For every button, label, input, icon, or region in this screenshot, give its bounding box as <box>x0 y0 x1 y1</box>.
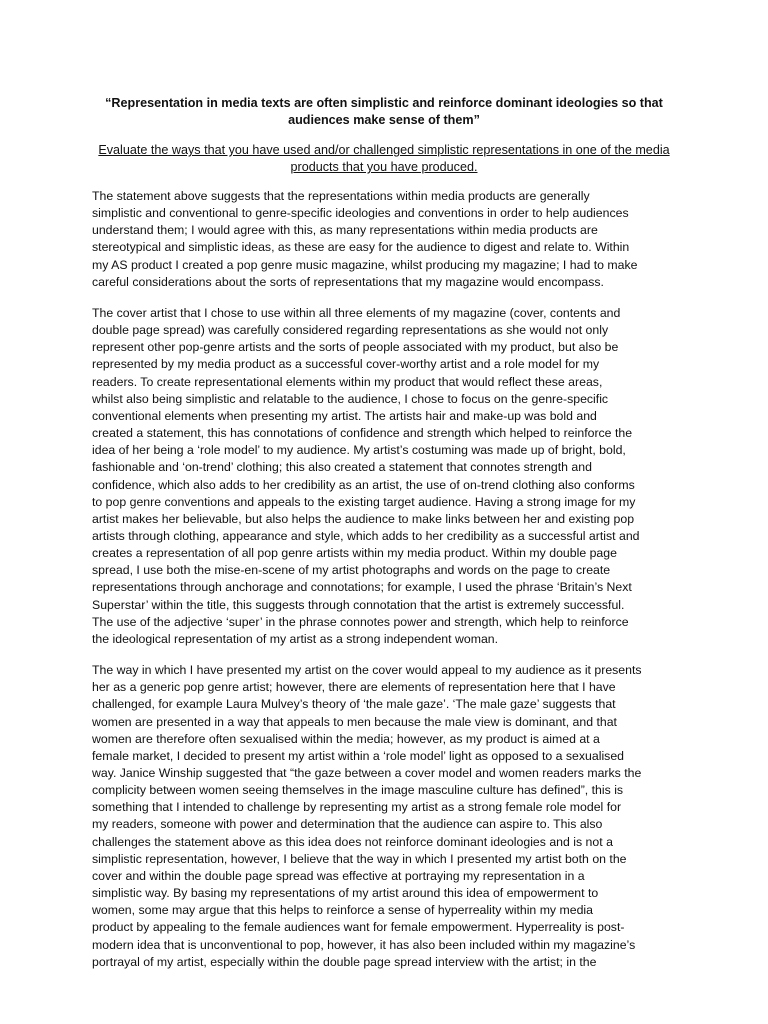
text-line: female market, I decided to present my artist within a ‘role model’ light as opposed to a sexualised <box>92 748 624 763</box>
text-line: The statement above suggests that the representations within media products are generally <box>92 189 590 203</box>
text-line: confidence, which also adds to her credibility as an artist, the use of on-trend clothing also conforms <box>92 477 635 492</box>
text-line: conventional elements when presenting my artist. The artists hair and make-up was bold and <box>92 408 597 423</box>
text-line: product by appealing to the female audiences want for female empowerment. Hyperreality is post- <box>92 920 625 935</box>
text-line: careful considerations about the sorts of representations that my magazine would encompass. <box>92 274 604 289</box>
text-line: simplistic way. By basing my representations of my artist around this idea of empowerment to <box>92 886 599 901</box>
text-line: artists through clothing, appearance and style, which adds to her credibility as a successful artist and <box>92 528 640 543</box>
text-line: Superstar’ within the title, this suggests through connotation that the artist is extremely successful. <box>92 597 625 612</box>
text-line: idea of her being a ‘role model’ to my audience. My artist’s costuming was made up of bright, bold, <box>92 443 626 458</box>
text-line: my AS product I created a pop genre music magazine, whilst producing my magazine; I had to make <box>92 257 638 272</box>
essay-quote-heading: “Representation in media texts are often simplistic and reinforce dominant ideologies so that audiences make sense of them” <box>105 96 663 127</box>
text-line: representations through anchorage and connotations; for example, I used the phrase ‘Britain’s Next <box>92 580 632 595</box>
text-line: The use of the adjective ‘super’ in the phrase connotes power and strength, which help to reinforce <box>92 614 629 629</box>
text-line: the ideological representation of my artist as a strong independent woman. <box>92 631 499 646</box>
text-line: simplistic representation, however, I believe that the way in which I presented my artist both on the <box>92 851 627 866</box>
text-line: challenges the statement above as this idea does not reinforce dominant ideologies and is not a <box>92 834 613 849</box>
text-line: way. Janice Winship suggested that “the gaze between a cover model and women readers marks the <box>92 766 642 780</box>
text-line: understand them; I would agree with this, as many representations within media products are <box>92 223 598 238</box>
text-line: readers. To create representational elements within my product that would reflect these areas, <box>92 374 603 389</box>
text-line: modern idea that is unconventional to pop, however, it has also been included within my magazine’s <box>92 937 636 952</box>
text-line: artist makes her believable, but also helps the audience to make links between her and existing pop <box>92 511 635 526</box>
text-line: something that I intended to challenge by representing my artist as a strong female role model for <box>92 800 622 815</box>
text-line: women are therefore often sexualised within the media; however, as my product is aimed at a <box>92 731 600 746</box>
text-line: her as a generic pop genre artist; however, there are elements of representation here that I have <box>92 680 616 695</box>
text-line: whilst also being simplistic and relatable to the audience, I chose to focus on the genre-specific <box>92 391 609 406</box>
text-line: stereotypical and simplistic ideas, as these are easy for the audience to digest and relate to. Within <box>92 240 630 255</box>
essay-paragraph-3 <box>92 662 680 971</box>
text-line: fashionable and ‘on-trend’ clothing; this also created a statement that connotes strength and <box>92 460 592 475</box>
text-line: challenged, for example Laura Mulvey’s theory of ‘the male gaze’. ‘The male gaze’ suggests that <box>92 697 616 712</box>
text-line: The way in which I have presented my artist on the cover would appeal to my audience as it presents <box>92 663 642 678</box>
text-line: women are presented in a way that appeals to men because the male view is dominant, and that <box>92 714 617 729</box>
text-line: spread, I use both the mise-en-scene of my artist photographs and words on the page to create <box>92 563 611 578</box>
essay-paragraph-1 <box>92 188 680 291</box>
text-line: creates a representation of all pop genre artists within my media product. Within my double page <box>92 546 617 561</box>
text-line: complicity between women seeing themselves in the image masculine culture has defined”, this is <box>92 783 624 798</box>
text-line: represent other pop-genre artists and the sorts of people associated with my product, but also be <box>92 340 619 355</box>
text-line: my readers, someone with power and determination that the audience can aspire to. This also <box>92 817 603 832</box>
text-line: women, some may argue that this helps to reinforce a sense of hyperreality within my media <box>92 903 593 918</box>
text-line: represented by my media product as a successful cover-worthy artist and a role model for my <box>92 357 600 372</box>
text-line: double page spread) was carefully considered regarding representations as she would not only <box>92 323 609 338</box>
text-line: The cover artist that I chose to use within all three elements of my magazine (cover, contents and <box>92 305 621 320</box>
essay-paragraph-2 <box>92 305 680 648</box>
text-line: cover and within the double page spread was effective at portraying my representation in a <box>92 868 585 883</box>
text-line: created a statement, this has connotations of confidence and strength which helped to reinforce the <box>92 426 633 441</box>
text-line: portrayal of my artist, especially within the double page spread interview with the artist; in the <box>92 954 597 969</box>
text-line: to pop genre conventions and appeals to the existing target audience. Having a strong image for my <box>92 494 636 509</box>
text-line: simplistic and conventional to genre-specific ideologies and conventions in order to help audiences <box>92 206 629 221</box>
essay-task-heading: Evaluate the ways that you have used and/or challenged simplistic representations in one of the media products that you have produced. <box>98 143 670 174</box>
essay-body <box>92 188 680 985</box>
